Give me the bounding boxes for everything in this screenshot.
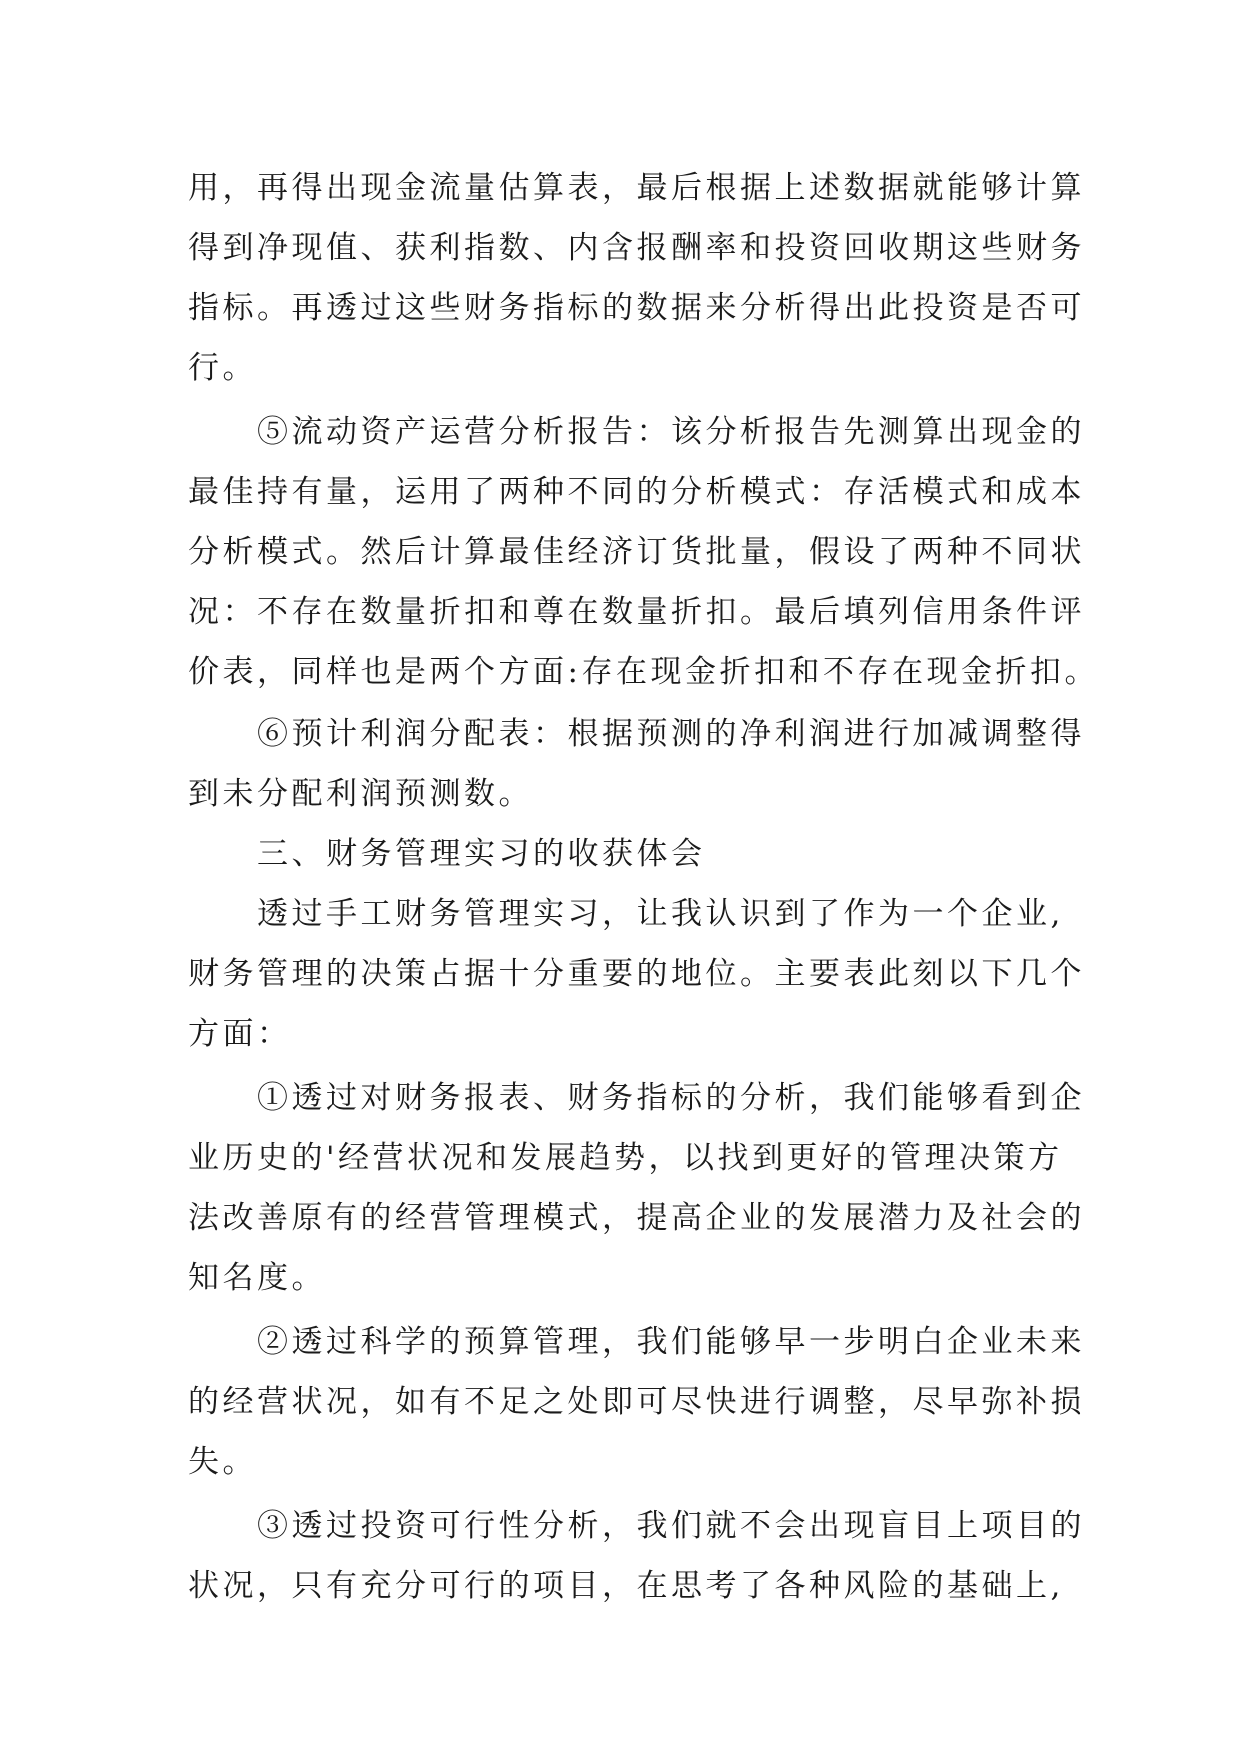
paragraph-current-assets-report bbox=[188, 402, 1099, 702]
text-line: 的经营状况，如有不足之处即可尽快进行调整，尽早弥补损 bbox=[188, 1384, 1085, 1420]
text-line: 况：不存在数量折扣和尊在数量折扣。最后填列信用条件评 bbox=[188, 594, 1085, 630]
paragraph-internship-insight bbox=[188, 884, 1085, 1064]
text-line: 法改善原有的经营管理模式，提高企业的发展潜力及社会的 bbox=[188, 1200, 1085, 1236]
document-page bbox=[188, 158, 1099, 1616]
section-heading bbox=[188, 824, 1058, 884]
text-line: 状况，只有充分可行的项目，在思考了各种风险的基础上, bbox=[188, 1568, 1064, 1604]
text-line: ⑤流动资产运营分析报告：该分析报告先测算出现金的 bbox=[188, 414, 1085, 450]
text-line: 三、财务管理实习的收获体会 bbox=[188, 836, 706, 872]
text-line: 知名度。 bbox=[188, 1260, 326, 1296]
text-line: 最佳持有量，运用了两种不同的分析模式：存活模式和成本 bbox=[188, 474, 1085, 510]
text-line: 方面： bbox=[188, 1016, 292, 1052]
paragraph-point-1 bbox=[188, 1068, 1085, 1308]
text-line: 行。 bbox=[188, 350, 257, 386]
text-line: 用，再得出现金流量估算表，最后根据上述数据就能够计算 bbox=[188, 170, 1085, 206]
text-line: 透过手工财务管理实习，让我认识到了作为一个企业, bbox=[188, 896, 1064, 932]
text-line: 到未分配利润预测数。 bbox=[188, 776, 533, 812]
text-line: 业历史的'经营状况和发展趋势，以找到更好的管理决策方 bbox=[188, 1140, 1063, 1176]
text-line: 分析模式。然后计算最佳经济订货批量，假设了两种不同状 bbox=[188, 534, 1085, 570]
text-line: 得到净现值、获利指数、内含报酬率和投资回收期这些财务 bbox=[188, 230, 1085, 266]
paragraph-profit-distribution bbox=[188, 704, 1085, 824]
text-line: ①透过对财务报表、财务指标的分析，我们能够看到企 bbox=[188, 1080, 1085, 1116]
text-line: 财务管理的决策占据十分重要的地位。主要表此刻以下几个 bbox=[188, 956, 1085, 992]
text-line: ②透过科学的预算管理，我们能够早一步明白企业未来 bbox=[188, 1324, 1085, 1360]
text-line: ⑥预计利润分配表：根据预测的净利润进行加减调整得 bbox=[188, 716, 1085, 752]
text-line: 指标。再透过这些财务指标的数据来分析得出此投资是否可 bbox=[188, 290, 1085, 326]
paragraph-cash-flow-continuation bbox=[188, 158, 1085, 398]
paragraph-point-2 bbox=[188, 1312, 1085, 1492]
text-line: ③透过投资可行性分析，我们就不会出现盲目上项目的 bbox=[188, 1508, 1085, 1544]
text-line: 失。 bbox=[188, 1444, 257, 1480]
text-line: 价表，同样也是两个方面:存在现金折扣和不存在现金折扣。 bbox=[188, 654, 1099, 690]
paragraph-point-3 bbox=[188, 1496, 1085, 1616]
